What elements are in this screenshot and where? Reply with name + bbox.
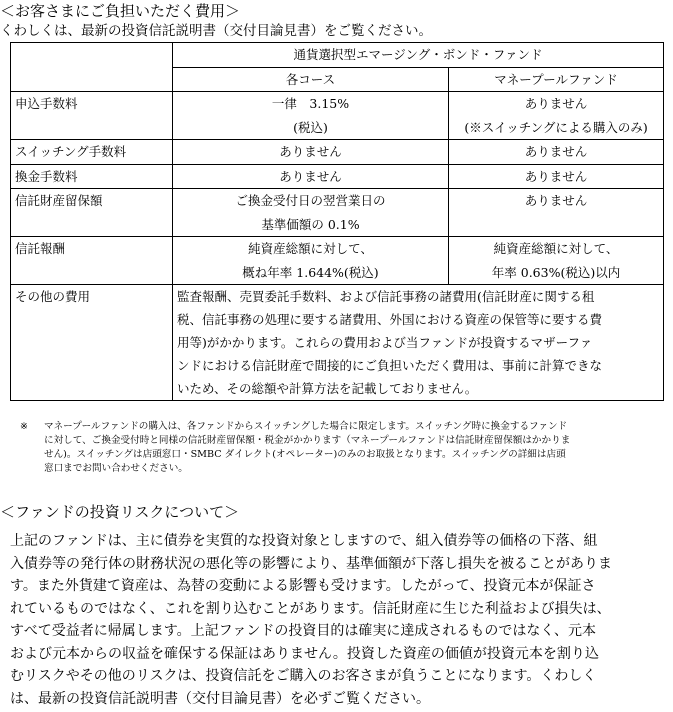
cell-line: (税込) — [293, 119, 328, 135]
cell-line: 一律 3.15% — [271, 96, 350, 111]
mrf-cell: ありません — [449, 140, 664, 165]
cell-line: 純資産総額に対して、 — [248, 241, 373, 256]
row-item-label: その他の費用 — [11, 285, 173, 401]
other-costs-cell — [173, 285, 664, 401]
cell-line: 監査報酬、売買委託手数料、および信託事務の諸費用(信託財産に関する租 — [177, 289, 595, 304]
cell-line: 概ね年率 1.644%(税込) — [242, 264, 379, 280]
mrf-cell — [449, 237, 664, 285]
risk-line: れているものではなく、これを割り込むことがあります。信託財産に生じた利益および損失は、 — [10, 600, 611, 617]
fund-name-header: 通貨選択型エマージング・ボンド・ファンド — [173, 43, 664, 68]
cell-line: (※スイッチングによる購入のみ) — [464, 119, 648, 135]
courses-cell — [173, 189, 449, 237]
table-row — [11, 164, 664, 189]
fees-intro: くわしくは、最新の投資信託説明書（交付目論見書）をご覧ください。 — [0, 23, 432, 39]
risk-line: 入債券等の発行体の財務状況の悪化等の影響により、基準価額が下落し損失を被ることがありま — [10, 555, 612, 572]
row-item-label: 申込手数料 — [11, 92, 173, 140]
risk-line: 上記のファンドは、主に債券を実質的な投資対象としますので、組入債券等の価格の下落、組 — [10, 533, 598, 549]
mrf-cell: ありません — [449, 189, 664, 237]
risk-line: すべて受益者に帰属します。上記ファンドの投資目的は確実に達成されるものではなく、元本 — [10, 623, 597, 639]
risk-line: は、最新の投資信託説明書（交付目論見書）を必ずご覧ください。 — [10, 690, 430, 707]
courses-cell: ありません — [173, 140, 449, 165]
risk-line: むリスクやその他のリスクは、投資信託をご購入のお客さまが負うことになります。くわしく — [10, 668, 597, 684]
note-mark: ※ — [20, 421, 29, 432]
note-line: に対して、ご換金受付時と同様の信託財産留保額・税金がかかります（マネープールファンドは信託財産留保額はかかりま — [44, 435, 571, 446]
risk-line: す。また外貨建て資産は、為替の変動による影響も受けます。したがって、投資元本が保証さ — [10, 578, 596, 594]
fees-table — [10, 42, 664, 401]
cell-line: いため、その総額や計算方法を記載しておりません。 — [177, 381, 478, 396]
table-row-other-costs — [11, 285, 664, 401]
mrf-cell — [449, 92, 664, 140]
cell-line: ありません — [524, 96, 588, 111]
courses-cell: ありません — [173, 164, 449, 189]
row-item-label: 信託報酬 — [11, 237, 173, 285]
note-line: マネープールファンドの購入は、各ファンドからスイッチングした場合に限定します。スイッチング時に換金するファンド — [44, 421, 568, 432]
fees-heading: ＜お客さまにご負担いただく費用＞ — [0, 2, 241, 20]
row-item-label: 換金手数料 — [11, 164, 173, 189]
table-row — [11, 92, 664, 140]
cell-line: 純資産総額に対して、 — [493, 241, 619, 256]
risk-paragraph — [10, 530, 670, 710]
cell-line: ご換金受付日の翌営業日の — [235, 193, 386, 208]
risk-heading: ＜ファンドの投資リスクについて＞ — [0, 503, 240, 521]
cell-line: 用等)がかかります。これらの費用および当ファンドが投資するマザーファ — [177, 335, 593, 350]
table-row — [11, 237, 664, 285]
row-item-label: スイッチング手数料 — [11, 140, 173, 165]
cell-line: 基準価額の 0.1% — [261, 216, 360, 232]
table-header-row — [11, 43, 664, 68]
mrf-column-header: マネープールファンド — [449, 67, 664, 92]
switching-note — [20, 420, 660, 476]
cell-line: 税、信託事務の処理に要する諸費用、外国における資産の保管等に要する費 — [177, 312, 603, 327]
cell-line: 年率 0.63%(税込)以内 — [491, 264, 621, 280]
courses-cell — [173, 237, 449, 285]
note-line: 窓口までお問い合わせください。 — [44, 463, 188, 474]
mrf-cell: ありません — [449, 164, 664, 189]
note-line: せん)。スイッチングは店頭窓口・SMBC ダイレクト(オペレーター)のみのお取扱となります。スイッチングの詳細は店頭 — [44, 449, 566, 460]
table-row — [11, 189, 664, 237]
risk-line: および元本からの収益を確保する保証はありません。投資した資産の価値が投資元本を割り込 — [10, 645, 599, 662]
row-item-label: 信託財産留保額 — [11, 189, 173, 237]
cell-line: ンドにおける信託財産で間接的にご負担いただく費用は、事前に計算できな — [177, 358, 603, 373]
courses-column-header: 各コース — [173, 67, 449, 92]
courses-cell — [173, 92, 449, 140]
header-empty-cell — [11, 43, 173, 92]
table-row — [11, 140, 664, 165]
